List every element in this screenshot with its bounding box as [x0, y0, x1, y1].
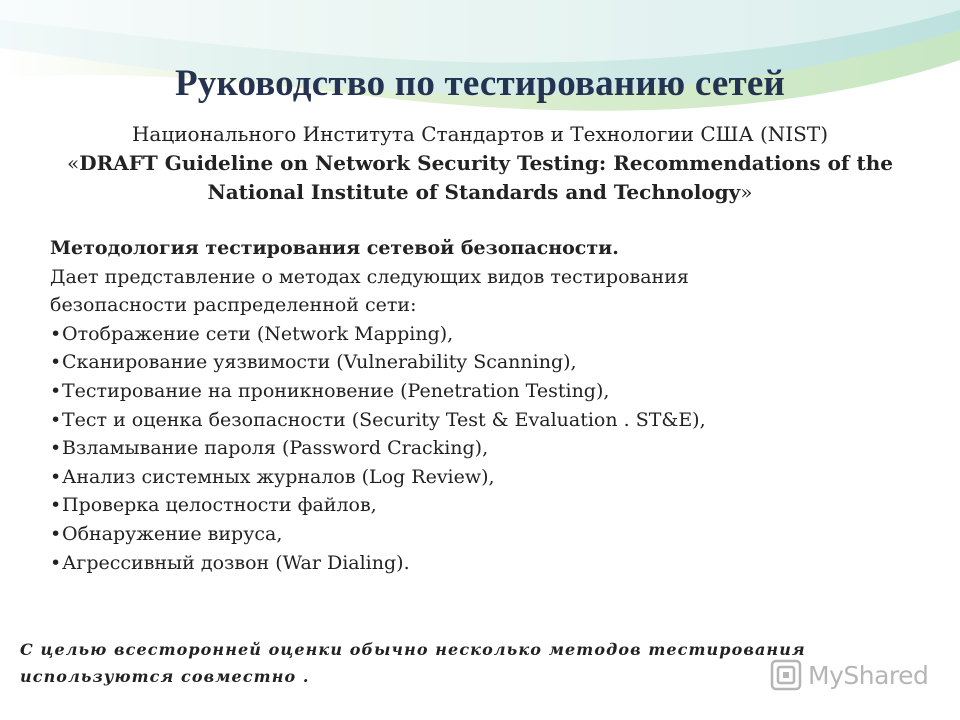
- list-item: •Тестирование на проникновение (Penetration Testing),: [50, 377, 830, 406]
- testing-methods-list: [50, 320, 830, 577]
- methodology-section: [50, 234, 830, 577]
- bullet-icon: •: [50, 551, 62, 574]
- list-item: •Сканирование уязвимости (Vulnerability Scanning),: [50, 348, 830, 377]
- source-doc-name: «DRAFT Guideline on Network Security Testing: Recommendations of the National Institute of Standards and Technology»: [67, 151, 893, 204]
- bullet-icon: •: [50, 379, 62, 402]
- source-institute-line: Национального Института Стандартов и Технологии США (NIST): [131, 122, 829, 146]
- bullet-icon: •: [50, 494, 62, 517]
- list-item: •Взламывание пароля (Password Cracking),: [50, 434, 830, 463]
- list-item: •Обнаружение вируса,: [50, 520, 830, 549]
- conclusion-note-line1: С целью всесторонней оценки обычно несколько методов тестирования: [20, 640, 806, 659]
- conclusion-note: [20, 636, 810, 690]
- methodology-intro-line1: Дает представление о методах следующих видов тестирования: [50, 265, 689, 288]
- list-item: •Проверка целостности файлов,: [50, 491, 830, 520]
- source-doc-title-part2: National Institute of Standards and Technology: [207, 180, 741, 204]
- list-item: •Анализ системных журналов (Log Review),: [50, 463, 830, 492]
- myshared-logo-icon: [770, 659, 802, 691]
- list-item: •Агрессивный дозвон (War Dialing).: [50, 549, 830, 578]
- bullet-icon: •: [50, 322, 62, 345]
- conclusion-note-line2: используются совместно .: [20, 667, 310, 686]
- bullet-icon: •: [50, 522, 62, 545]
- source-description: [60, 120, 900, 207]
- slide-title: Руководство по тестированию сетей: [174, 63, 786, 104]
- source-doc-title-part1: DRAFT Guideline on Network Security Testing: Recommendations of the: [79, 151, 893, 175]
- bullet-icon: •: [50, 437, 62, 460]
- methodology-intro-line2: безопасности распределенной сети:: [50, 294, 417, 317]
- watermark-text: MyShared: [808, 660, 929, 690]
- list-item: •Отображение сети (Network Mapping),: [50, 320, 830, 349]
- bullet-icon: •: [50, 465, 62, 488]
- myshared-watermark: [770, 658, 928, 692]
- bullet-icon: •: [50, 351, 62, 374]
- list-item: •Тест и оценка безопасности (Security Test & Evaluation . ST&E),: [50, 406, 830, 435]
- bullet-icon: •: [50, 408, 62, 431]
- methodology-heading: Методология тестирования сетевой безопасности.: [50, 237, 619, 259]
